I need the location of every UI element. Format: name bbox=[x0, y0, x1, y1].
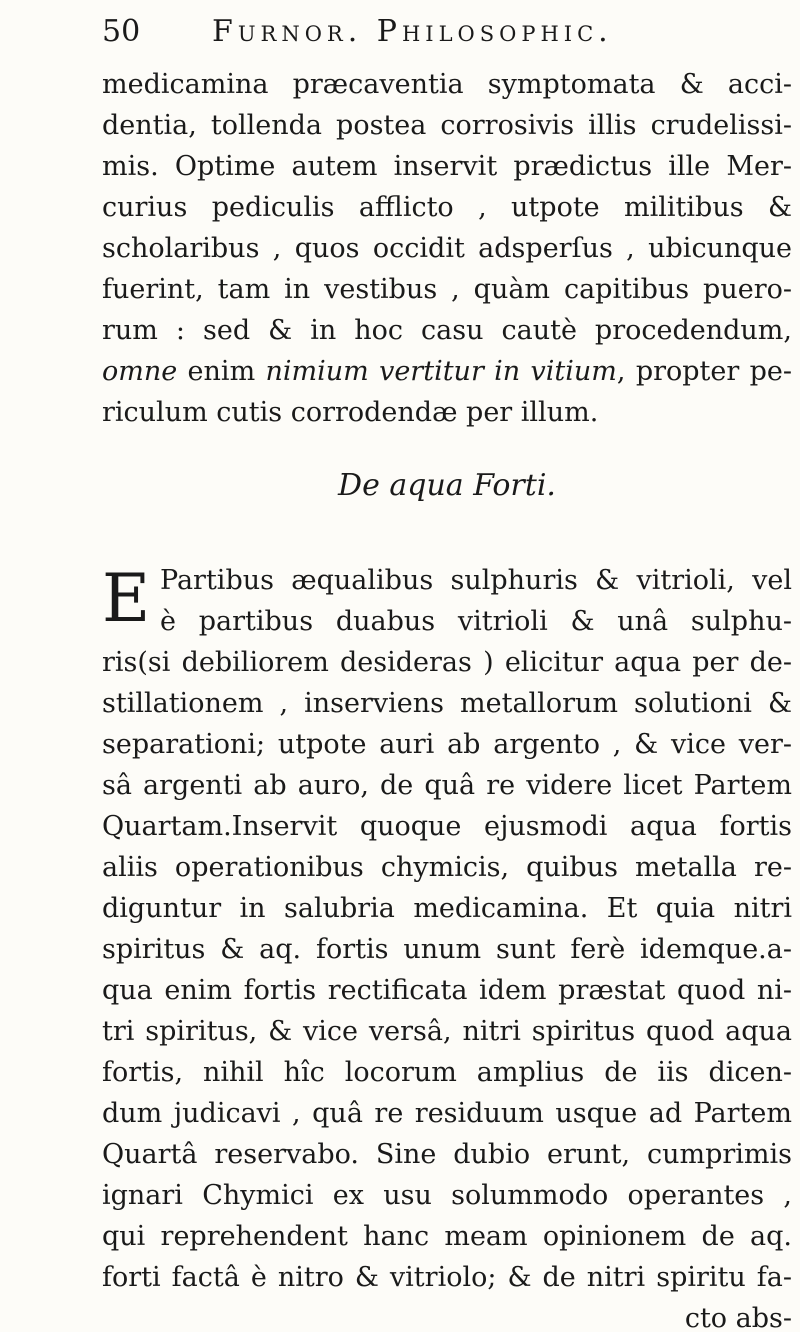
text-line: aliis operationibus chymicis, quibus metalla re- bbox=[102, 852, 792, 883]
text-line: mis. Optime autem inservit prædictus ille Mer- bbox=[102, 151, 792, 182]
running-title: Furnor. Philosophic. bbox=[212, 14, 613, 49]
paragraph-2 bbox=[102, 560, 792, 1339]
catchword: cto abs- bbox=[684, 1303, 792, 1334]
text-line: curius pediculis afflicto , utpote militibus & bbox=[102, 192, 792, 223]
text-line: fortis, nihil hîc locorum amplius de iis dicen- bbox=[102, 1057, 792, 1088]
text-line: ignari Chymici ex usu solummodo operantes , bbox=[102, 1180, 792, 1211]
text-line: forti factâ è nitro & vitriolo; & de nitri spiritu fa- bbox=[102, 1262, 792, 1293]
text-line: medicamina præcaventia symptomata & acci- bbox=[102, 69, 792, 100]
drop-cap: E bbox=[102, 560, 151, 637]
text-line: qua enim fortis rectificata idem præstat quod ni- bbox=[102, 975, 792, 1006]
italic-phrase: nimium vertitur in vitium bbox=[265, 356, 617, 387]
page-number: 50 bbox=[102, 14, 141, 49]
text-line: ris(si debiliorem desideras ) elicitur aqua per de- bbox=[102, 647, 792, 678]
text-run: enim bbox=[177, 356, 266, 387]
italic-phrase: omne bbox=[102, 356, 178, 387]
paragraph-1 bbox=[102, 64, 792, 433]
text-line: rum : sed & in hoc casu cautè procedendum, bbox=[102, 315, 792, 346]
text-line: Quartam.Inservit quoque ejusmodi aqua fortis bbox=[102, 811, 792, 842]
text-line: Partibus æqualibus sulphuris & vitrioli, vel bbox=[160, 565, 792, 596]
text-line: tri spiritus, & vice versâ, nitri spiritus quod aqua bbox=[102, 1016, 792, 1047]
text-line: stillationem , inserviens metallorum solutioni & bbox=[102, 688, 792, 719]
text-line: spiritus & aq. fortis unum sunt ferè idemque.a- bbox=[102, 934, 792, 965]
text-line: dentia, tollenda postea corrosivis illis crudelissi- bbox=[102, 110, 792, 141]
text-line: è partibus duabus vitrioli & unâ sulphu- bbox=[160, 606, 792, 637]
text-line: diguntur in salubria medicamina. Et quia nitri bbox=[102, 893, 792, 924]
text-run: , propter pe- bbox=[616, 356, 792, 387]
text-line: sâ argenti ab auro, de quâ re videre licet Partem bbox=[102, 770, 792, 801]
text-line: qui reprehendent hanc meam opinionem de aq. bbox=[102, 1221, 792, 1252]
running-head bbox=[102, 14, 782, 60]
text-line: fuerint, tam in vestibus , quàm capitibus puero- bbox=[102, 274, 792, 305]
text-line bbox=[102, 351, 792, 392]
text-line: separationi; utpote auri ab argento , & vice ver- bbox=[102, 729, 792, 760]
section-heading: De aqua Forti. bbox=[338, 468, 556, 503]
text-line: scholaribus , quos occidit adsperſus , ubicunque bbox=[102, 233, 792, 264]
text-line: dum judicavi , quâ re residuum usque ad Partem bbox=[102, 1098, 792, 1129]
text-line: riculum cutis corrodendæ per illum. bbox=[102, 397, 599, 428]
text-line: Quartâ reservabo. Sine dubio erunt, cumprimis bbox=[102, 1139, 792, 1170]
